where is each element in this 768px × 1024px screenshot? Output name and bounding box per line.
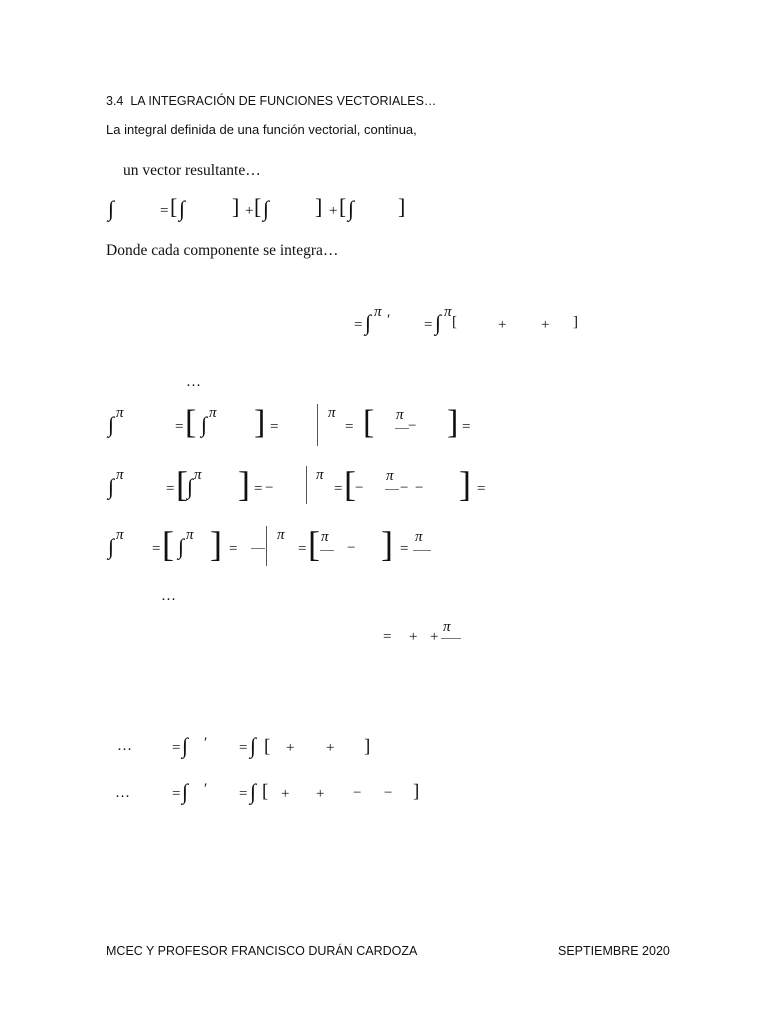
pi-symbol: π <box>396 407 404 423</box>
fraction-line <box>320 550 334 551</box>
ellipsis: … <box>161 588 176 604</box>
upper-limit: π <box>209 405 217 421</box>
fraction-line <box>385 489 399 490</box>
integral-symbol: ∫ <box>435 310 442 335</box>
each-component-text: Donde cada componente se integra… <box>106 242 339 259</box>
prime-mark: ′ <box>387 312 391 328</box>
equals-sign: = <box>298 541 307 557</box>
minus-sign: − <box>347 540 356 556</box>
equals-sign: = <box>270 419 279 435</box>
equals-sign: = <box>152 541 161 557</box>
footer-date: SEPTIEMBRE 2020 <box>558 944 670 958</box>
integral-symbol: ∫ <box>182 733 189 758</box>
left-bracket: [ <box>185 404 197 441</box>
resultant-text: un vector resultante… <box>123 162 261 179</box>
upper-limit: π <box>116 527 124 543</box>
minus-sign: − <box>415 480 424 496</box>
equals-sign: = <box>354 317 363 333</box>
left-bracket: [ <box>170 194 178 219</box>
integral-symbol: ∫ <box>178 534 185 559</box>
equals-sign: = <box>239 740 248 756</box>
upper-limit: π <box>116 467 124 483</box>
minus-sign: − <box>400 480 409 496</box>
left-bracket: [ <box>264 736 271 757</box>
equals-sign: = <box>345 419 354 435</box>
left-bracket: [ <box>452 314 457 330</box>
integral-symbol: ∫ <box>108 412 115 437</box>
minus-sign: − <box>355 480 364 496</box>
left-bracket: [ <box>344 464 356 504</box>
pi-symbol: π <box>443 619 451 635</box>
minus-sign: − <box>265 480 274 496</box>
right-bracket: ] <box>254 404 266 441</box>
left-bracket: [ <box>339 194 347 219</box>
right-bracket: ] <box>381 524 393 564</box>
minus-sign: − <box>384 785 393 801</box>
integral-symbol: ∫ <box>108 196 115 221</box>
right-bracket: ] <box>447 404 459 441</box>
equals-sign: = <box>239 786 248 802</box>
equals-sign: = <box>229 541 238 557</box>
fraction-line <box>413 550 431 551</box>
ellipsis: … <box>117 738 132 754</box>
equals-sign: = <box>424 317 433 333</box>
left-bracket: [ <box>176 464 188 504</box>
integral-symbol: ∫ <box>108 474 115 499</box>
plus-sign: + <box>409 629 418 645</box>
upper-limit: π <box>328 405 336 421</box>
equals-sign: = <box>400 541 409 557</box>
evaluation-bar <box>266 526 267 566</box>
upper-limit: π <box>316 467 324 483</box>
equals-sign: = <box>172 740 181 756</box>
upper-limit: π <box>374 304 382 320</box>
ellipsis: … <box>115 785 130 801</box>
upper-limit: π <box>444 304 452 320</box>
right-bracket: ] <box>413 781 420 802</box>
equals-sign: = <box>334 481 343 497</box>
footer-author: MCEC Y PROFESOR FRANCISCO DURÁN CARDOZA <box>106 944 418 958</box>
left-bracket: [ <box>363 404 375 441</box>
right-bracket: ] <box>232 194 240 219</box>
equals-sign: = <box>254 481 263 497</box>
equals-sign: = <box>160 203 169 219</box>
plus-sign: + <box>286 740 295 756</box>
right-bracket: ] <box>398 194 406 219</box>
equals-sign: = <box>462 419 471 435</box>
plus-sign: + <box>316 786 325 802</box>
plus-sign: + <box>498 317 507 333</box>
integral-symbol: ∫ <box>250 779 257 804</box>
evaluation-bar <box>317 404 318 446</box>
fraction-line <box>441 638 461 639</box>
section-heading: 3.4 LA INTEGRACIÓN DE FUNCIONES VECTORIALES… <box>106 94 437 108</box>
equals-sign: = <box>166 481 175 497</box>
fraction-line <box>395 428 409 429</box>
fraction-line <box>251 548 265 549</box>
plus-sign: + <box>541 317 550 333</box>
upper-limit: π <box>277 527 285 543</box>
right-bracket: ] <box>210 524 222 564</box>
equals-sign: = <box>172 786 181 802</box>
right-bracket: ] <box>364 736 371 757</box>
integral-symbol: ∫ <box>182 779 189 804</box>
ellipsis: … <box>186 374 201 390</box>
plus-sign: + <box>245 203 254 219</box>
right-bracket: ] <box>459 464 471 504</box>
right-bracket: ] <box>238 464 250 504</box>
integral-symbol: ∫ <box>348 196 355 221</box>
left-bracket: [ <box>308 524 320 564</box>
right-bracket: ] <box>573 314 578 330</box>
prime-mark: ′ <box>204 735 208 751</box>
upper-limit: π <box>186 527 194 543</box>
pi-symbol: π <box>321 529 329 545</box>
left-bracket: [ <box>254 194 262 219</box>
integral-symbol: ∫ <box>263 196 270 221</box>
integral-symbol: ∫ <box>201 412 208 437</box>
plus-sign: + <box>430 629 439 645</box>
pi-symbol: π <box>415 529 423 545</box>
equals-sign: = <box>175 419 184 435</box>
plus-sign: + <box>281 786 290 802</box>
integral-symbol: ∫ <box>250 733 257 758</box>
prime-mark: ′ <box>204 781 208 797</box>
equals-sign: = <box>383 629 392 645</box>
equals-sign: = <box>477 481 486 497</box>
integral-symbol: ∫ <box>179 196 186 221</box>
minus-sign: − <box>408 418 417 434</box>
integral-symbol: ∫ <box>187 474 194 499</box>
intro-paragraph: La integral definida de una función vectorial, continua, <box>106 122 417 137</box>
upper-limit: π <box>194 467 202 483</box>
plus-sign: + <box>329 203 338 219</box>
plus-sign: + <box>326 740 335 756</box>
left-bracket: [ <box>162 524 174 564</box>
upper-limit: π <box>116 405 124 421</box>
left-bracket: [ <box>262 781 269 802</box>
integral-symbol: ∫ <box>108 534 115 559</box>
pi-symbol: π <box>386 468 394 484</box>
right-bracket: ] <box>315 194 323 219</box>
integral-symbol: ∫ <box>365 310 372 335</box>
evaluation-bar <box>306 466 307 504</box>
minus-sign: − <box>353 785 362 801</box>
